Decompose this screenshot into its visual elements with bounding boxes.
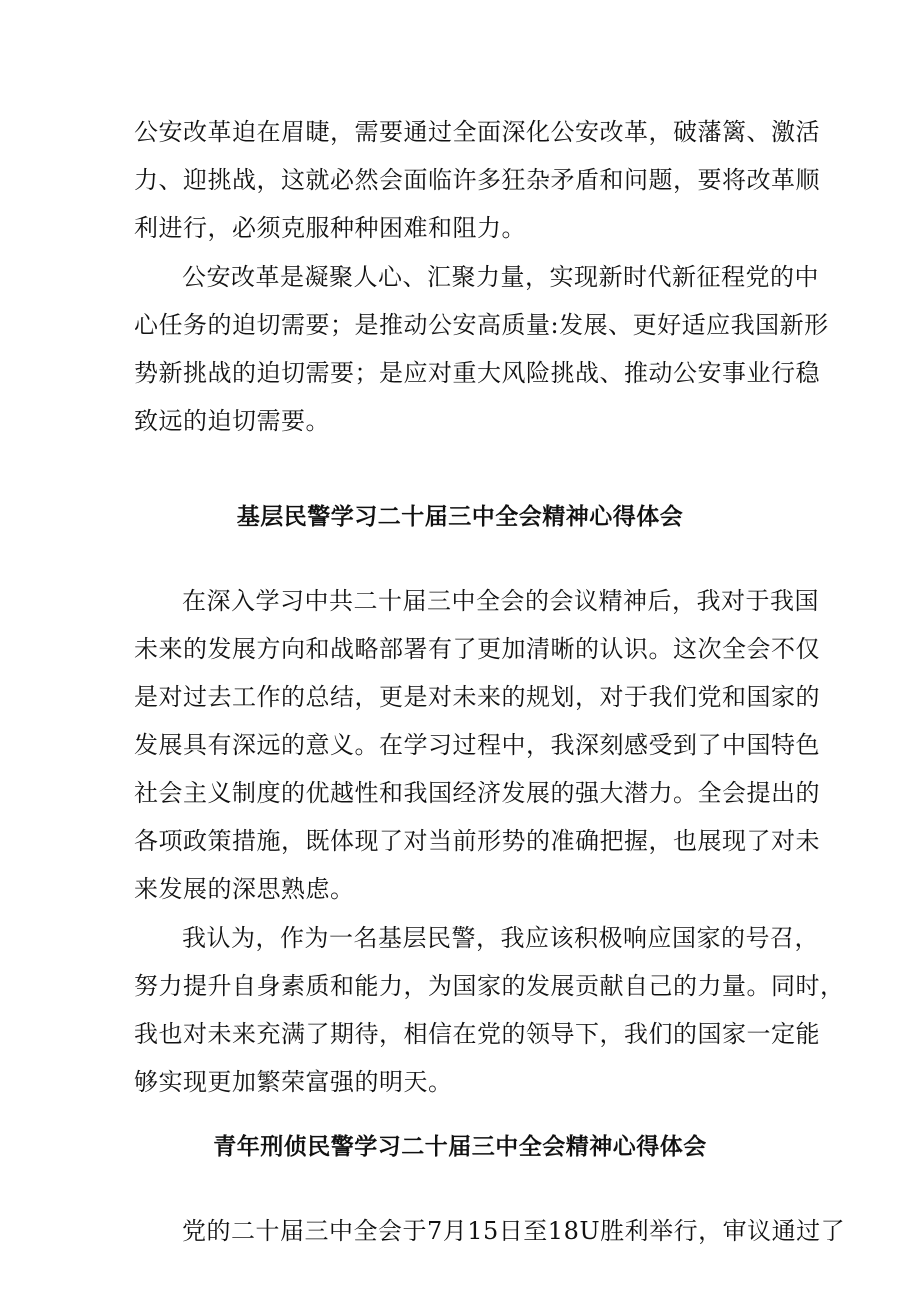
text-line: 心任务的迫切需要；是推动公安高质量:发展、更好适应我国新形 bbox=[134, 311, 829, 339]
text-line: 我也对未来充满了期待，相信在党的领导下，我们的国家一定能 bbox=[134, 1020, 820, 1048]
text-line: 未来的发展方向和战略部署有了更加清晰的认识。这次全会不仅 bbox=[134, 635, 820, 663]
text-line: 势新挑战的迫切需要；是应对重大风险挑战、推动公安事业行稳 bbox=[134, 359, 820, 387]
text-line: 来发展的深思熟虑。 bbox=[134, 875, 355, 903]
text-line: 是对过去工作的总结，更是对未来的规划，对于我们党和国家的 bbox=[134, 683, 820, 711]
section-title: 基层民警学习二十届三中全会精神心得体会 bbox=[236, 504, 684, 530]
text-line: 各项政策措施，既体现了对当前形势的准确把握，也展现了对未 bbox=[134, 827, 820, 855]
text-line: 发展具有深远的意义。在学习过程中，我深刻感受到了中国特色 bbox=[134, 731, 820, 759]
text-line: 公安改革是凝聚人心、汇聚力量，实现新时代新征程党的中 bbox=[182, 263, 819, 291]
section-title: 青年刑侦民警学习二十届三中全会精神心得体会 bbox=[213, 1134, 707, 1160]
text-line: 力、迎挑战，这就必然会面临许多狂杂矛盾和问题，要将改革顺 bbox=[134, 166, 820, 194]
text-line: 利进行，必须克服种种困难和阻力。 bbox=[134, 214, 526, 242]
text-line: 我认为，作为一名基层民警，我应该积极响应国家的号召， bbox=[182, 924, 819, 952]
text-line: 社会主义制度的优越性和我国经济发展的强大潜力。全会提出的 bbox=[134, 779, 820, 807]
text-line: 致远的迫切需要。 bbox=[134, 407, 330, 435]
text-line: 努力提升自身素质和能力，为国家的发展贡献自己的力量。同时， bbox=[134, 972, 845, 1000]
text-line: 在深入学习中共二十届三中全会的会议精神后，我对于我国 bbox=[182, 587, 819, 615]
text-line: 够实现更加繁荣富强的明天。 bbox=[134, 1068, 453, 1096]
text-line: 公安改革迫在眉睫，需要通过全面深化公安改革，破藩篱、激活 bbox=[134, 118, 820, 146]
text-line: 党的二十届三中全会于7月15日至18U胜利举行，审议通过了 bbox=[182, 1217, 846, 1245]
